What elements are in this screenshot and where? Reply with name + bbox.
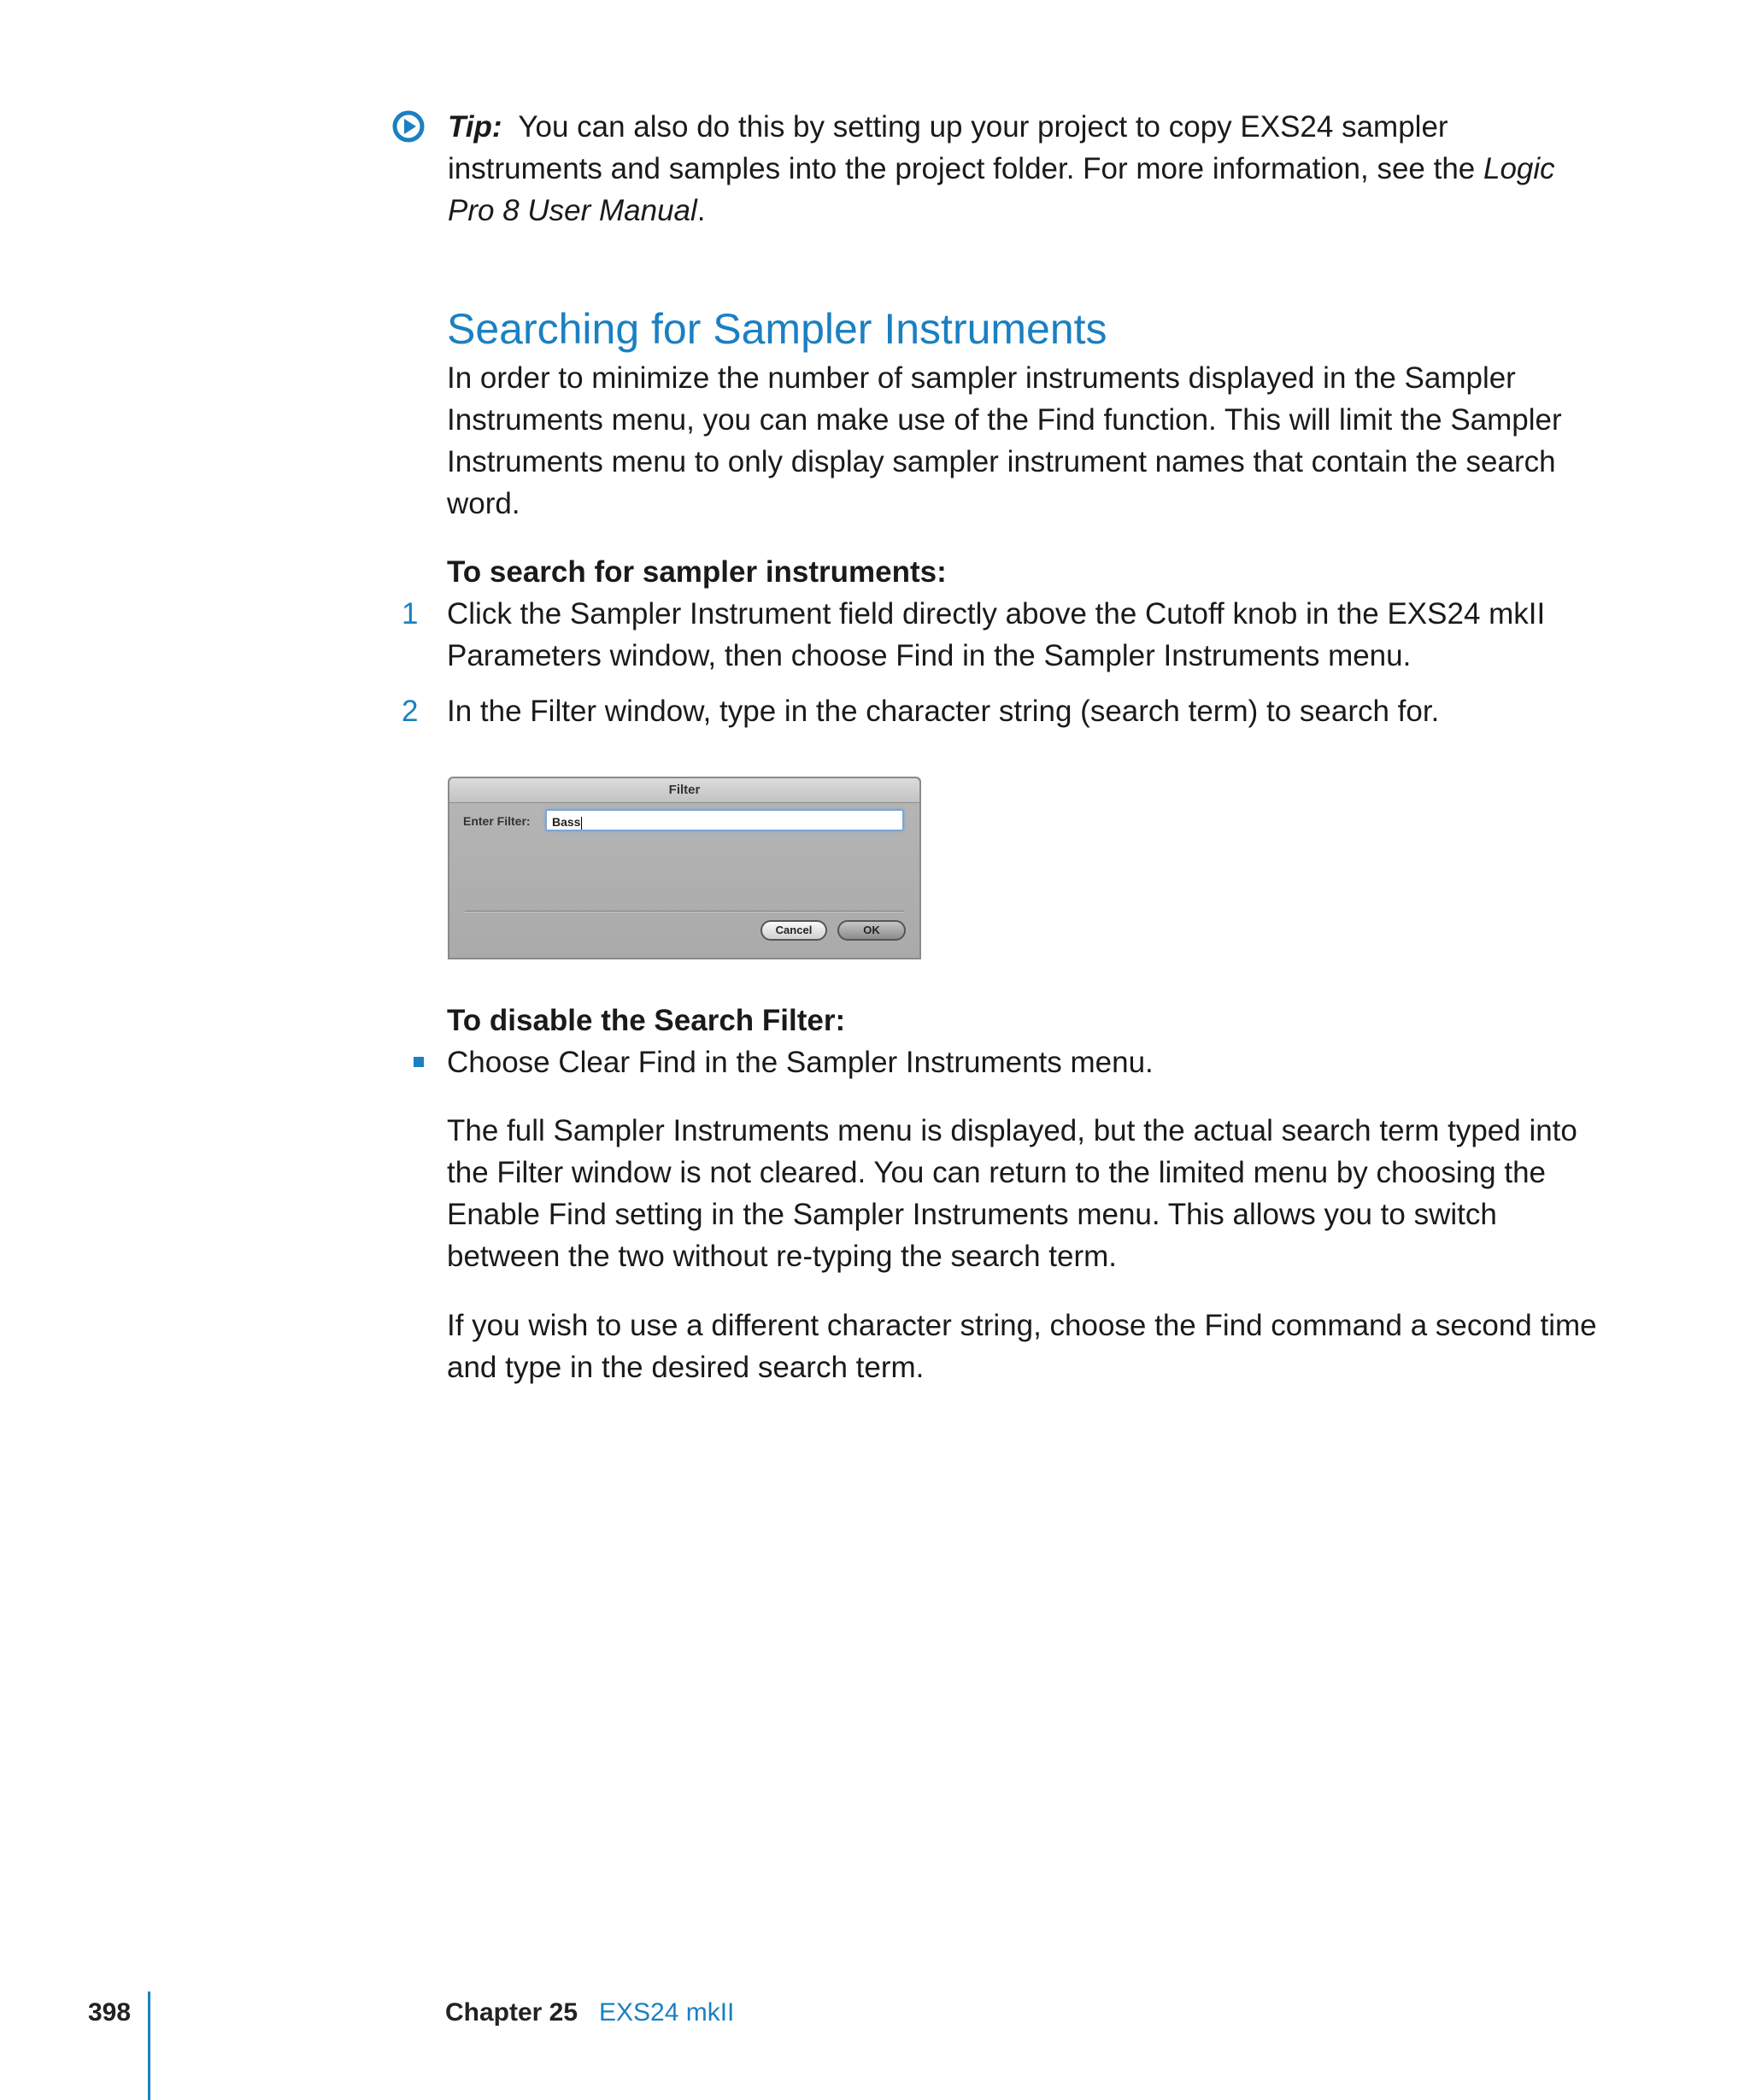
tip-text (448, 106, 1606, 232)
step-text: In the Filter window, type in the character string (search term) to search for. (447, 695, 1440, 728)
bullet-text: Choose Clear Find in the Sampler Instruments menu. (447, 1046, 1154, 1079)
section-heading: Searching for Sampler Instruments (447, 305, 1107, 353)
dialog-separator (465, 911, 904, 912)
tip-end: . (696, 194, 706, 227)
filter-dialog (448, 777, 921, 959)
tip-block (393, 106, 1606, 232)
play-arrow-circle-icon (391, 109, 426, 144)
step-number: 2 (402, 695, 419, 728)
procedure-title-search: To search for sampler instruments: (447, 555, 947, 589)
step-item (402, 690, 1615, 732)
procedure-title-disable: To disable the Search Filter: (447, 1004, 846, 1037)
filter-label: Enter Filter: (463, 814, 531, 828)
step-item (402, 593, 1615, 677)
cancel-button[interactable]: Cancel (760, 920, 827, 941)
dialog-title: Filter (449, 778, 919, 803)
manual-title: Logic Pro 8 User Manual (448, 152, 1555, 227)
filter-input[interactable] (545, 809, 904, 831)
text-caret (581, 817, 582, 830)
step-text: Click the Sampler Instrument field directly above the Cutoff knob in the EXS24 mkII Parameters window, then choose Find in the Sampler Instruments menu. (447, 597, 1546, 672)
filter-input-value: Bass (552, 815, 581, 829)
bullet-item (402, 1041, 1615, 1083)
tip-label: Tip: (448, 110, 502, 144)
footer-rule (148, 1991, 150, 2100)
footer-chapter-title: EXS24 mkII (599, 1998, 735, 2027)
ok-button[interactable]: OK (837, 920, 906, 941)
paragraph: The full Sampler Instruments menu is displayed, but the actual search term typed into the Filter window is not cleared. You can return to the limited menu by choosing the Enable Find setting in the Sampler Instruments menu. This allows you to switch between the two without re-typing the search term. (447, 1114, 1577, 1273)
tip-body: You can also do this by setting up your project to copy EXS24 sampler instruments and samples into the project folder. For more information, see the (448, 110, 1483, 185)
intro-paragraph: In order to minimize the number of sampler instruments displayed in the Sampler Instruments menu, you can make use of the Find function. This will limit the Sampler Instruments menu to only display sampler instrument names that contain the search word. (447, 361, 1562, 520)
page-number: 398 (88, 1998, 132, 2027)
paragraph: If you wish to use a different character string, choose the Find command a second time and type in the desired search term. (447, 1309, 1597, 1384)
step-number: 1 (402, 597, 419, 631)
footer-chapter: Chapter 25 (445, 1998, 578, 2027)
bullet-square-icon (414, 1057, 424, 1067)
